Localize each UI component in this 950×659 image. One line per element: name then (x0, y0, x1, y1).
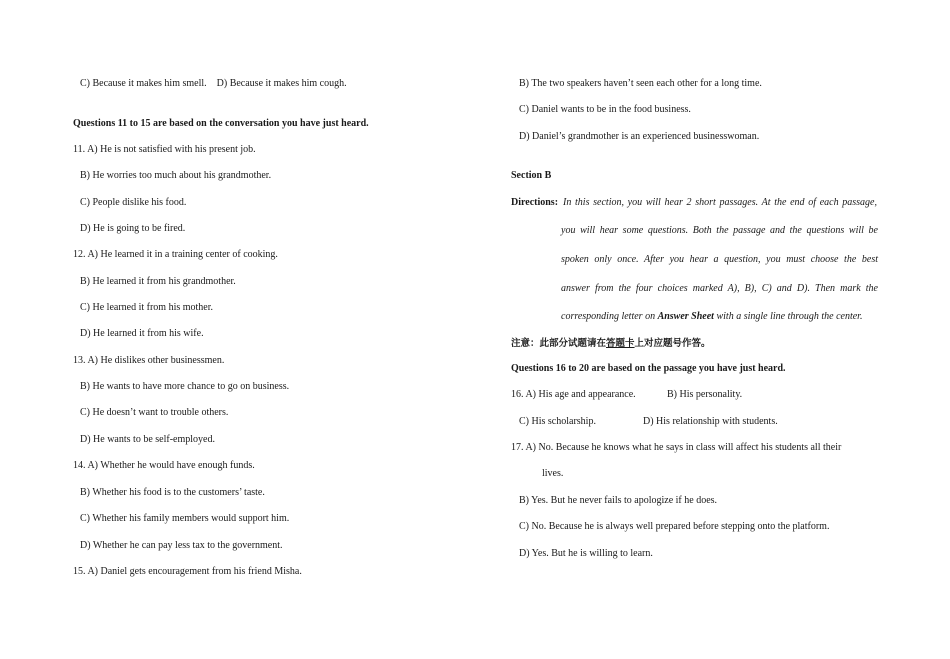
directions-line-3: spoken only once. After you hear a question, you must choose the best (561, 254, 878, 265)
directions-line-4: answer from the four choices marked A), B), C) and D). Then mark the (561, 283, 878, 294)
q16-option-a: 16. A) His age and appearance. (511, 389, 636, 400)
directions-label: Directions: (511, 197, 559, 208)
q15-option-b: B) The two speakers haven’t seen each other for a long time. (519, 78, 762, 89)
q10-option-d: D) Because it makes him cough. (216, 78, 347, 89)
q11-option-d: D) He is going to be fired. (80, 223, 186, 234)
q14-option-d: D) Whether he can pay less tax to the government. (80, 540, 283, 551)
answer-sheet-emphasis: Answer Sheet (657, 311, 714, 322)
q14-option-c: C) Whether his family members would support him. (80, 513, 290, 524)
q11-option-b: B) He worries too much about his grandmother. (80, 170, 272, 181)
q12-option-b: B) He learned it from his grandmother. (80, 276, 236, 287)
q16-option-c: C) His scholarship. (519, 416, 596, 427)
note-pre: 注意：此部分试题请在 (511, 338, 607, 349)
q16-option-d: D) His relationship with students. (643, 416, 778, 427)
q17-option-d: D) Yes. But he is willing to learn. (519, 548, 653, 559)
q17-option-b: B) Yes. But he never fails to apologize if he does. (519, 495, 718, 506)
q10-options-row (80, 78, 347, 90)
note-answer-card: 答题卡 (606, 338, 635, 349)
q11-option-a: 11. A) He is not satisfied with his present job. (73, 144, 256, 155)
heading-questions-16-20: Questions 16 to 20 are based on the passage you have just heard. (511, 363, 786, 374)
directions-line-1: In this section, you will hear 2 short passages. At the end of each passage, (563, 197, 877, 208)
q13-option-a: 13. A) He dislikes other businessmen. (73, 355, 225, 366)
section-b-heading: Section B (511, 170, 552, 181)
q16-option-b: B) His personality. (667, 389, 743, 400)
q13-option-b: B) He wants to have more chance to go on business. (80, 381, 290, 392)
q17-option-c: C) No. Because he is always well prepared before stepping onto the platform. (519, 521, 830, 532)
q12-option-d: D) He learned it from his wife. (80, 328, 204, 339)
directions-last-pre: corresponding letter on (561, 311, 658, 322)
directions-line-5 (561, 311, 862, 323)
q13-option-c: C) He doesn’t want to trouble others. (80, 407, 229, 418)
directions-last-post: with a single line through the center. (713, 311, 863, 322)
q17-option-a-line1: 17. A) No. Because he knows what he says in class will affect his students all their (511, 442, 842, 453)
note-post: 上对应题号作答。 (634, 338, 711, 349)
heading-questions-11-15: Questions 11 to 15 are based on the conversation you have just heard. (73, 118, 369, 129)
q12-option-c: C) He learned it from his mother. (80, 302, 214, 313)
q14-option-a: 14. A) Whether he would have enough funds. (73, 460, 255, 471)
q15-option-c: C) Daniel wants to be in the food business. (519, 104, 691, 115)
q14-option-b: B) Whether his food is to the customers’ taste. (80, 487, 265, 498)
q15-option-d: D) Daniel’s grandmother is an experienced businesswoman. (519, 131, 760, 142)
q15-option-a: 15. A) Daniel gets encouragement from his friend Misha. (73, 566, 302, 577)
directions-line-2: you will hear some questions. Both the passage and the questions will be (561, 225, 878, 236)
q13-option-d: D) He wants to be self-employed. (80, 434, 215, 445)
q12-option-a: 12. A) He learned it in a training center of cooking. (73, 249, 278, 260)
q10-option-c: C) Because it makes him smell. (80, 78, 207, 89)
q11-option-c: C) People dislike his food. (80, 197, 187, 208)
q17-option-a-line2: lives. (542, 468, 564, 479)
chinese-note (511, 338, 711, 350)
